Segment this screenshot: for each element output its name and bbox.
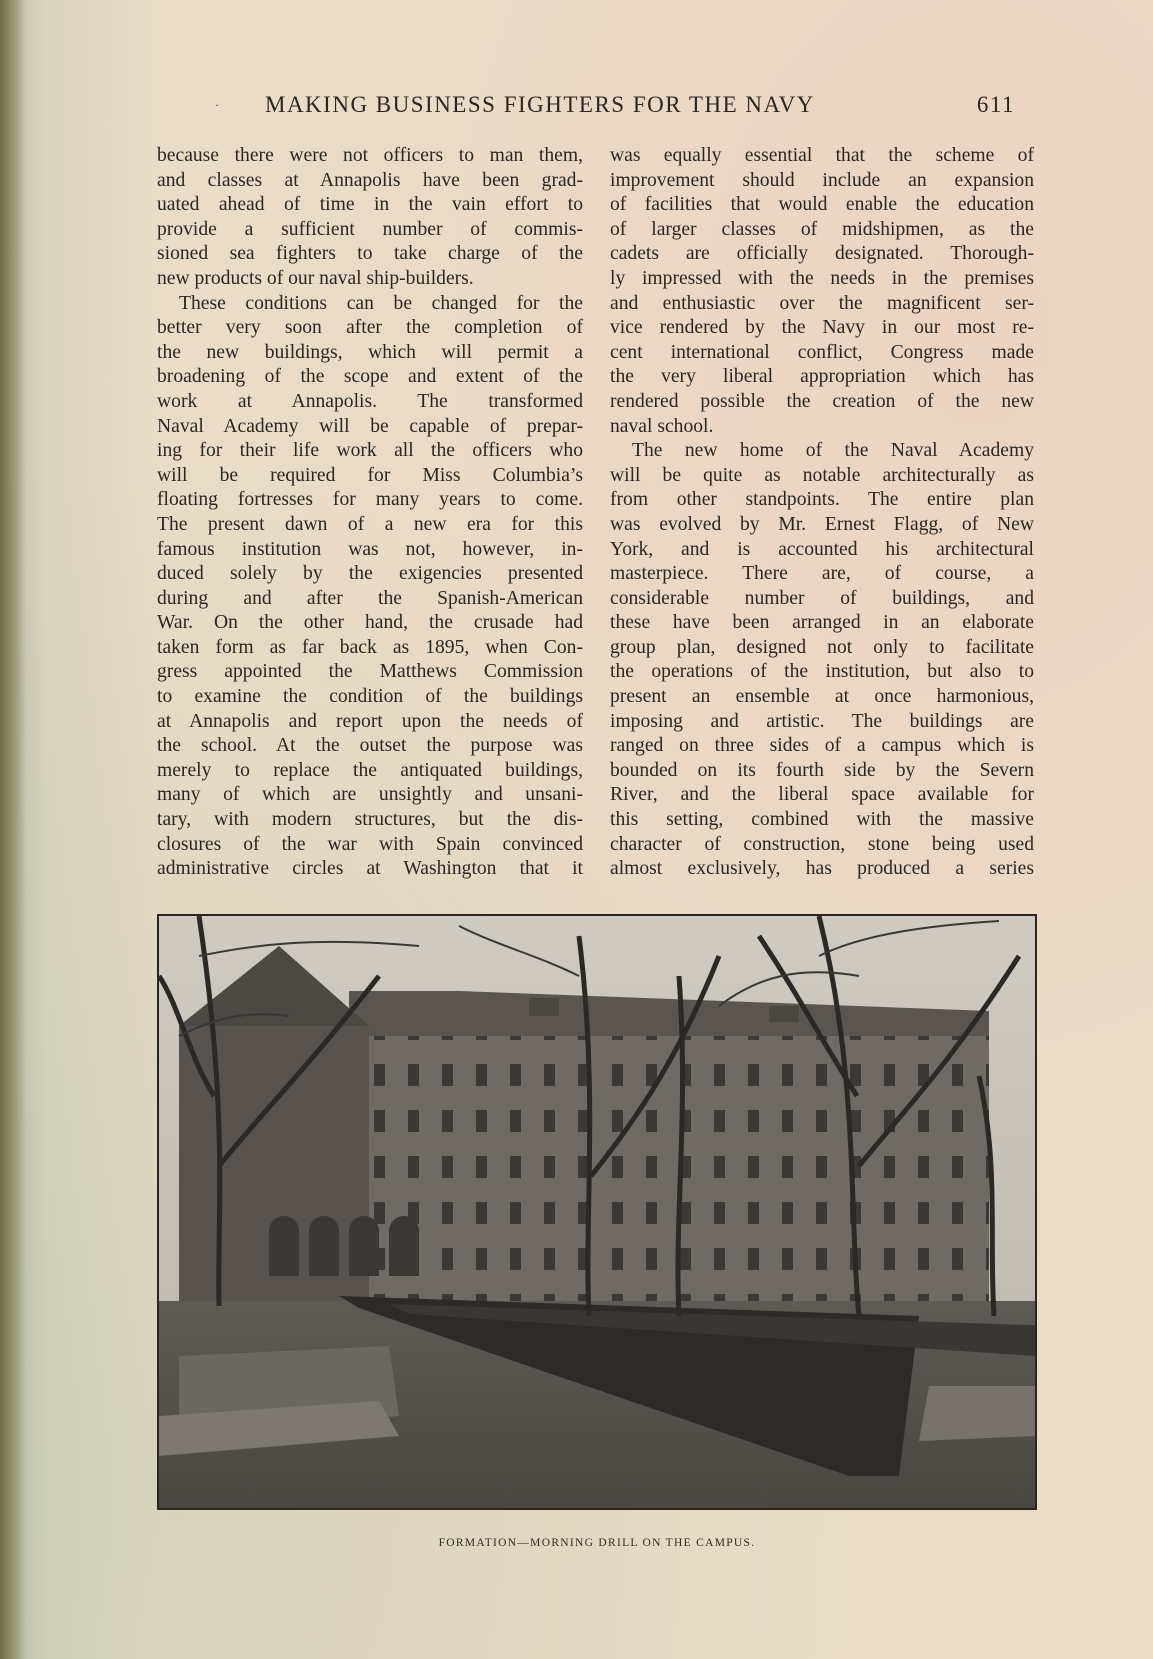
header-ornament: · [215, 98, 221, 112]
text-line: was equally essential that the scheme of [610, 145, 1034, 166]
text-line: Naval Academy will be capable of prepar- [157, 415, 583, 437]
text-line: and enthusiastic over the magnificent ser- [610, 292, 1034, 314]
text-line: provide a sufficient number of commis- [157, 218, 583, 240]
text-line: the school. At the outset the purpose was [157, 735, 583, 757]
text-line: this setting, combined with the massive [610, 809, 1034, 831]
text-line: of facilities that would enable the education [610, 194, 1034, 216]
text-line: River, and the liberal space available for [610, 784, 1034, 806]
text-line: naval school. [610, 415, 714, 437]
text-line: to examine the condition of the buildings [157, 686, 583, 708]
text-line: during and after the Spanish-American [157, 587, 583, 609]
text-line: These conditions can be changed for the [179, 292, 583, 314]
text-line: The new home of the Naval Academy [632, 440, 1034, 462]
text-line: The present dawn of a new era for this [157, 513, 583, 535]
text-line: because there were not officers to man them, [157, 145, 583, 166]
text-line: character of construction, stone being used [610, 833, 1034, 855]
page-number: 611 [976, 92, 1015, 117]
running-title: MAKING BUSINESS FIGHTERS FOR THE NAVY [265, 92, 815, 117]
text-line: new products of our naval ship-builders. [157, 267, 474, 289]
text-line: ly impressed with the needs in the premises [610, 267, 1034, 289]
text-line: at Annapolis and report upon the needs of [157, 710, 583, 732]
text-line: the very liberal appropriation which has [610, 366, 1034, 388]
halftone-photograph [157, 914, 1037, 1510]
text-line: will be required for Miss Columbia’s [157, 464, 583, 486]
text-line: bounded on its fourth side by the Severn [610, 759, 1034, 781]
text-line: administrative circles at Washington that it [157, 858, 583, 880]
text-line: better very soon after the completion of [157, 317, 583, 339]
text-line: duced solely by the exigencies presented [157, 563, 583, 585]
text-line: improvement should include an expansion [610, 169, 1034, 191]
text-line: present an ensemble at once harmonious, [610, 686, 1034, 708]
text-line: floating fortresses for many years to come. [157, 489, 583, 511]
text-line: cent international conflict, Congress made [610, 341, 1034, 363]
text-line: York, and is accounted his architectural [610, 538, 1034, 560]
text-line: from other standpoints. The entire plan [610, 489, 1034, 511]
text-line: ing for their life work all the officers who [157, 440, 583, 462]
text-line: cadets are officially designated. Thorough- [610, 243, 1034, 265]
text-line: uated ahead of time in the vain effort to [157, 194, 583, 216]
text-line: was evolved by Mr. Ernest Flagg, of New [610, 513, 1034, 535]
text-line: sioned sea fighters to take charge of the [157, 243, 583, 265]
text-line: taken form as far back as 1895, when Con- [157, 636, 583, 658]
running-header [215, 92, 1015, 126]
text-line: and classes at Annapolis have been grad- [157, 169, 583, 191]
text-line: considerable number of buildings, and [610, 587, 1034, 609]
text-line: group plan, designed not only to facilitate [610, 636, 1034, 658]
text-line: imposing and artistic. The buildings are [610, 710, 1034, 732]
text-line: the operations of the institution, but also to [610, 661, 1034, 683]
text-line: these have been arranged in an elaborate [610, 612, 1034, 634]
text-column-left [157, 144, 583, 882]
text-line: merely to replace the antiquated buildings, [157, 759, 583, 781]
text-line: tary, with modern structures, but the dis- [157, 809, 583, 831]
text-line: vice rendered by the Navy in our most re- [610, 317, 1034, 339]
text-line: masterpiece. There are, of course, a [610, 563, 1034, 585]
text-line: War. On the other hand, the crusade had [157, 612, 583, 634]
text-line: famous institution was not, however, in- [157, 538, 583, 560]
text-line: rendered possible the creation of the new [610, 390, 1034, 412]
text-line: ranged on three sides of a campus which is [610, 735, 1034, 757]
text-line: work at Annapolis. The transformed [157, 390, 583, 412]
text-line: many of which are unsightly and unsani- [157, 784, 583, 806]
text-line: will be quite as notable architecturally as [610, 464, 1034, 486]
text-line: closures of the war with Spain convinced [157, 833, 583, 855]
text-line: gress appointed the Matthews Commission [157, 661, 583, 683]
text-column-right [610, 144, 1034, 882]
text-line: broadening of the scope and extent of the [157, 366, 583, 388]
text-line: of larger classes of midshipmen, as the [610, 218, 1034, 240]
campus-drill-illustration [159, 916, 1035, 1508]
text-line: the new buildings, which will permit a [157, 341, 583, 363]
text-line: almost exclusively, has produced a series [610, 858, 1034, 880]
photo-caption: FORMATION—MORNING DRILL ON THE CAMPUS. [438, 1537, 756, 1549]
